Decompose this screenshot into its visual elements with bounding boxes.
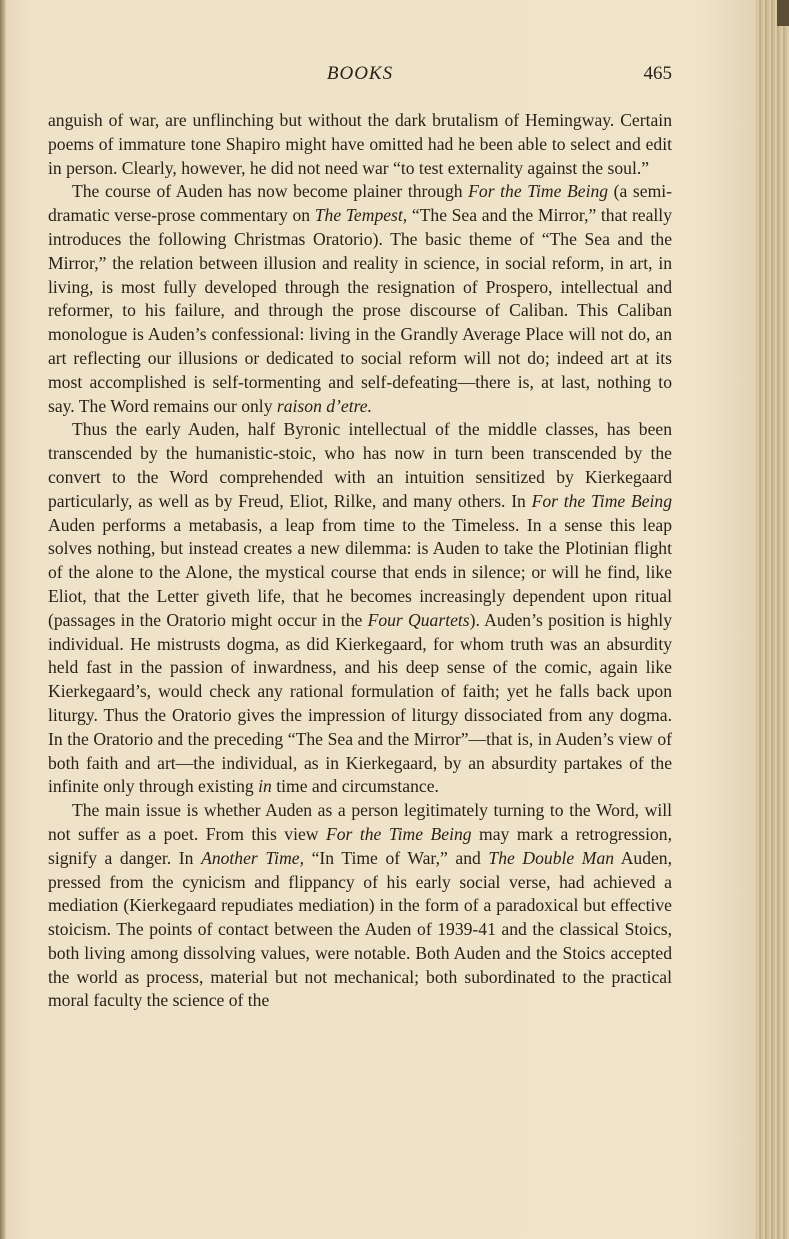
text-run: ). Auden’s position is highly individual. He mistrusts dogma, as did Kierkegaard, for whom truth was an absurdity held fast in the passion of inwardness, and his deep sense of the comic, again like Kierkegaard’s, would check any rational formulation of faith; yet he falls back upon liturgy. Thus the Oratorio gives the impression of liturgy dissociated from any dogma. In the Oratorio and the preceding “The Sea and the Mirror”—that is, in Auden’s view of both faith and art—the individual, as in Kierkegaard, by an absurdity partakes of the infinite only through existing (48, 609, 672, 797)
page-number: 465 (643, 63, 672, 84)
italic-text: Another Time, (201, 847, 304, 868)
paragraph (48, 418, 672, 799)
italic-text: For the Time Being (531, 490, 672, 511)
text-run: Auden performs a metabasis, a leap from time to the Timeless. In a sense this leap solves nothing, but instead creates a new dilemma: is Auden to take the Plotinian flight of the alone to the Alone, the mystical course that ends in silence; or will he find, like Eliot, that the Letter giveth life, that he becomes increasingly dependent upon ritual (passages in the Oratorio might occur in the (48, 514, 672, 630)
italic-text: The Double Man (488, 847, 615, 868)
italic-text: For the Time Being (468, 181, 609, 202)
text-run: The course of Auden has now become plainer through (72, 181, 469, 202)
page-header (48, 63, 672, 93)
paragraph (48, 799, 672, 1013)
text-run: anguish of war, are unflinching but without the dark brutalism of Hemingway. Certain poems of immature tone Shapiro might have omitted had he been able to select and edit in person. Clearly, however, he did not need war “to test externality against the soul.” (48, 110, 672, 178)
text-run: The main issue is whether Auden as a person legitimately turning to the Word, will not suffer as a poet. From this view (48, 800, 672, 844)
paragraph (48, 180, 672, 418)
text-run: “In Time of War,” and (303, 847, 489, 868)
italic-text: raison d’etre. (276, 395, 373, 416)
text-run: Thus the early Auden, half Byronic intellectual of the middle classes, has been transcended by the humanistic-stoic, who has now in turn been transcended by the convert to the Word comprehended with an intuition sensitized by Kierkegaard particularly, as well as by Freud, Eliot, Rilke, and many others. In (48, 419, 672, 511)
page-gutter-shadow (0, 0, 6, 1239)
italic-text: For the Time Being (325, 823, 472, 844)
text-run: “The Sea and the Mirror,” that really introduces the following Christmas Oratorio). The basic theme of “The Sea and the Mirror,” the relation between illusion and reality in science, in social reform, in art, in living, is most fully developed through the resignation of Prospero, intellectual and reformer, to his failure, and through the prose discourse of Caliban. This Caliban monologue is Auden’s confessional: living in the Grandly Average Place will not do, an art reflecting our illusions or dedicated to social reform will not do; indeed art at its most accomplished is self-tormenting and self-defeating—there is, at last, nothing to say. The Word remains our only (48, 205, 672, 416)
running-head: BOOKS (326, 63, 394, 84)
text-run: time and circumstance. (271, 776, 439, 797)
page-edge-tab (777, 0, 789, 26)
text-run: Auden, pressed from the cynicism and flippancy of his early social verse, had achieved a mediation (Kierkegaard repudiates mediation) in the form of a paradoxical but effective stoicism. The points of contact between the Auden of 1939-41 and the classical Stoics, both living among dissolving values, were notable. Both Auden and the Stoics accepted the world as process, material but not mechanical; both subordinated to the practical moral faculty the science of the (48, 847, 673, 1011)
italic-text: The Tempest, (314, 205, 408, 226)
text-run: may mark a retrogression, signify a danger. In (48, 823, 672, 868)
body-text (48, 109, 672, 1013)
italic-text: in (258, 776, 272, 797)
page-edge-stack (756, 0, 789, 1239)
paragraph (48, 109, 672, 180)
italic-text: Four Quartets (367, 609, 470, 630)
text-run: (a semi-dramatic verse-prose commentary on (48, 181, 673, 226)
